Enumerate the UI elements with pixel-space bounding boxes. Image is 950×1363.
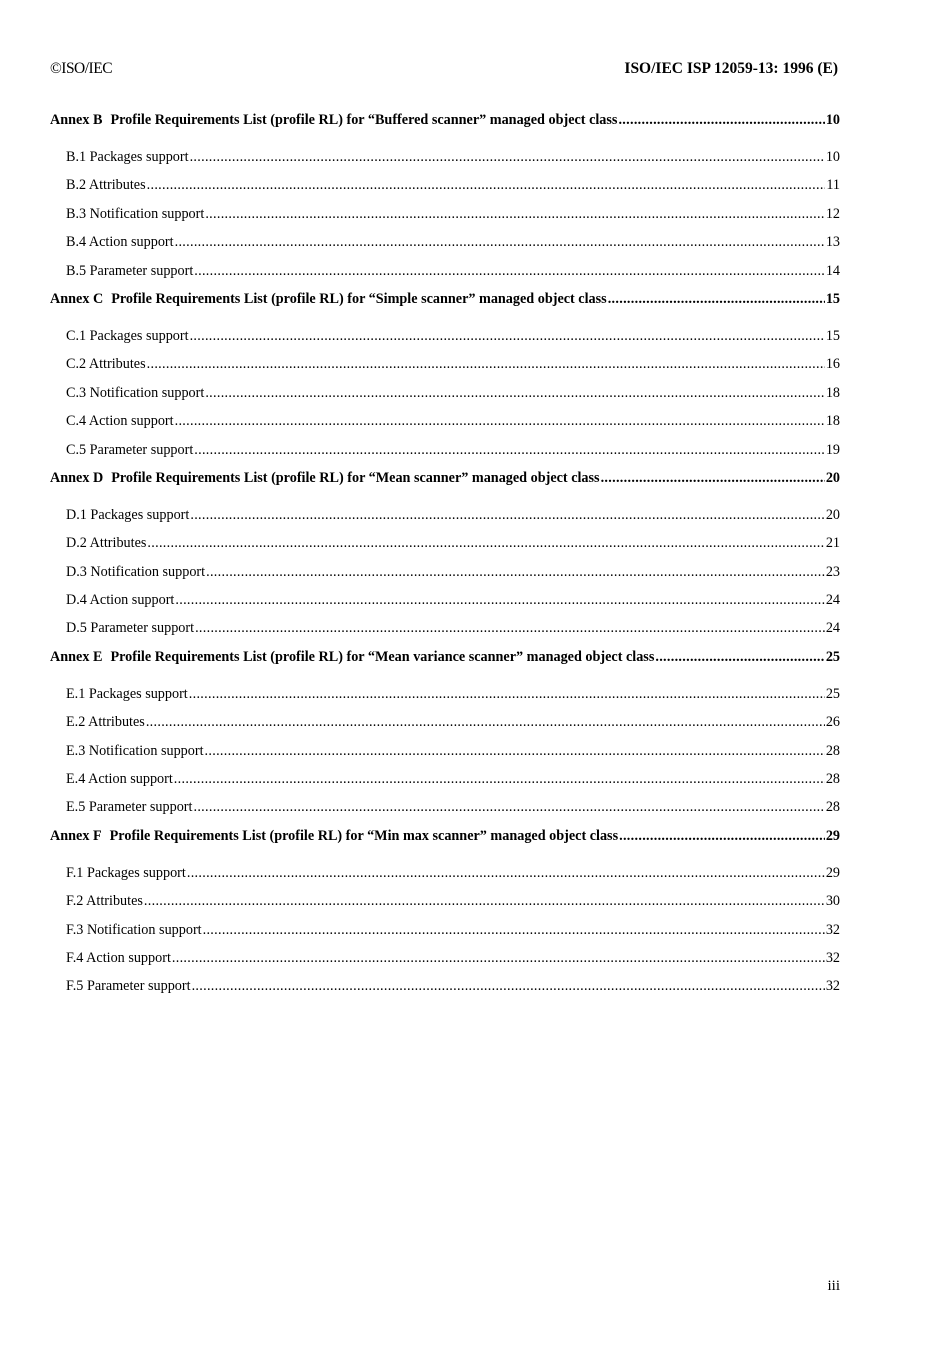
toc-subsection-page: 32 — [825, 949, 840, 966]
toc-subsection-entry[interactable] — [50, 176, 840, 204]
toc-subsection-label: C.3 Notification support — [66, 384, 205, 401]
toc-annex-page: 10 — [825, 112, 840, 128]
toc-subsection-entry[interactable] — [50, 327, 840, 355]
toc-annex-label — [50, 648, 654, 666]
toc-subsection-entry[interactable] — [50, 713, 840, 741]
toc-leader-dots — [190, 148, 825, 166]
toc-subsection-entry[interactable] — [50, 921, 840, 949]
toc-leader-dots — [147, 355, 825, 373]
toc-subsection-page: 32 — [825, 978, 840, 995]
toc-annex-page: 25 — [825, 648, 840, 665]
toc-subsection-page: 20 — [825, 506, 840, 523]
table-of-contents — [50, 111, 840, 1006]
toc-annex-prefix: Annex E — [50, 648, 103, 665]
toc-leader-dots — [147, 534, 824, 552]
toc-subsection-page: 18 — [825, 384, 840, 401]
toc-annex-prefix: Annex D — [50, 469, 104, 486]
toc-annex-prefix: Annex F — [50, 827, 102, 844]
toc-leader-dots — [205, 742, 825, 760]
toc-leader-dots — [205, 384, 824, 402]
toc-subsection-label: D.5 Parameter support — [66, 620, 195, 637]
toc-subsection-label: E.1 Packages support — [66, 685, 188, 702]
page-number: iii — [827, 1278, 840, 1294]
toc-annex-title: Profile Requirements List (profile RL) for “Min max scanner” managed object class — [109, 827, 619, 844]
toc-subsection-label: B.1 Packages support — [66, 149, 189, 165]
toc-leader-dots — [147, 176, 826, 194]
toc-leader-dots — [193, 798, 824, 816]
toc-subsection-label: F.3 Notification support — [66, 921, 202, 938]
toc-leader-dots — [601, 469, 825, 487]
toc-subsection-page: 28 — [825, 771, 840, 788]
toc-leader-dots — [192, 977, 825, 995]
toc-annex-entry[interactable] — [50, 469, 840, 506]
toc-subsection-page: 32 — [825, 921, 840, 938]
toc-subsection-entry[interactable] — [50, 864, 840, 892]
toc-subsection-label: B.5 Parameter support — [66, 262, 194, 279]
toc-leader-dots — [206, 563, 825, 581]
toc-subsection-entry[interactable] — [50, 949, 840, 977]
toc-annex-title: Profile Requirements List (profile RL) for “Simple scanner” managed object class — [111, 290, 607, 307]
toc-annex-title: Profile Requirements List (profile RL) for “Buffered scanner” managed object class — [110, 112, 618, 128]
toc-annex-entry[interactable] — [50, 827, 840, 864]
toc-leader-dots — [144, 892, 825, 910]
toc-leader-dots — [618, 111, 824, 129]
toc-subsection-page: 11 — [826, 177, 840, 194]
toc-subsection-entry[interactable] — [50, 233, 840, 261]
toc-subsection-label: F.5 Parameter support — [66, 978, 191, 995]
toc-subsection-label: C.5 Parameter support — [66, 441, 194, 458]
toc-annex-page: 20 — [825, 469, 840, 486]
toc-leader-dots — [174, 770, 825, 788]
toc-leader-dots — [189, 685, 825, 703]
toc-subsection-label: C.4 Action support — [66, 413, 174, 430]
toc-subsection-label: D.1 Packages support — [66, 506, 190, 523]
toc-subsection-entry[interactable] — [50, 148, 840, 176]
toc-subsection-page: 16 — [825, 356, 840, 373]
toc-subsection-entry[interactable] — [50, 355, 840, 383]
toc-subsection-entry[interactable] — [50, 384, 840, 412]
toc-subsection-label: E.2 Attributes — [66, 714, 145, 731]
toc-annex-page: 29 — [825, 827, 840, 844]
header-copyright: ©ISO/IEC — [50, 60, 113, 77]
toc-leader-dots — [175, 412, 825, 430]
toc-subsection-page: 29 — [825, 864, 840, 881]
toc-leader-dots — [619, 827, 825, 845]
toc-annex-entry[interactable] — [50, 290, 840, 327]
toc-subsection-entry[interactable] — [50, 798, 840, 826]
toc-annex-prefix: Annex B — [50, 112, 103, 128]
toc-subsection-label: E.3 Notification support — [66, 742, 204, 759]
toc-subsection-label: D.2 Attributes — [66, 535, 147, 552]
toc-subsection-page: 28 — [825, 799, 840, 816]
toc-subsection-entry[interactable] — [50, 685, 840, 713]
toc-subsection-page: 10 — [825, 149, 840, 165]
toc-subsection-label: D.4 Action support — [66, 592, 175, 609]
toc-leader-dots — [194, 262, 825, 280]
toc-leader-dots — [172, 949, 825, 967]
toc-subsection-entry[interactable] — [50, 742, 840, 770]
toc-subsection-label: E.5 Parameter support — [66, 799, 193, 816]
toc-subsection-label: C.2 Attributes — [66, 356, 146, 373]
toc-subsection-page: 26 — [825, 714, 840, 731]
toc-subsection-page: 30 — [825, 893, 840, 910]
toc-subsection-entry[interactable] — [50, 619, 840, 647]
toc-subsection-label: F.4 Action support — [66, 949, 171, 966]
toc-subsection-page: 18 — [825, 413, 840, 430]
toc-leader-dots — [146, 713, 825, 731]
toc-leader-dots — [194, 441, 825, 459]
toc-annex-title: Profile Requirements List (profile RL) for “Mean scanner” managed object class — [111, 469, 600, 486]
toc-leader-dots — [205, 205, 824, 223]
toc-annex-prefix: Annex C — [50, 290, 104, 307]
toc-annex-label — [50, 290, 607, 308]
toc-subsection-entry[interactable] — [50, 892, 840, 920]
toc-subsection-entry[interactable] — [50, 262, 840, 290]
toc-leader-dots — [187, 864, 825, 882]
toc-annex-title: Profile Requirements List (profile RL) for “Mean variance scanner” managed object class — [110, 648, 655, 665]
toc-leader-dots — [195, 619, 825, 637]
toc-subsection-page: 13 — [825, 234, 840, 251]
toc-leader-dots — [190, 327, 825, 345]
toc-leader-dots — [190, 506, 824, 524]
toc-subsection-entry[interactable] — [50, 205, 840, 233]
toc-annex-entry[interactable] — [50, 648, 840, 685]
toc-subsection-page: 12 — [825, 205, 840, 222]
toc-annex-label — [50, 111, 617, 129]
toc-subsection-entry[interactable] — [50, 770, 840, 798]
toc-leader-dots — [175, 233, 825, 251]
toc-subsection-page: 24 — [825, 592, 840, 609]
toc-subsection-entry[interactable] — [50, 412, 840, 440]
toc-leader-dots — [175, 591, 824, 609]
toc-subsection-label: D.3 Notification support — [66, 563, 206, 580]
toc-subsection-page: 28 — [825, 742, 840, 759]
toc-annex-entry[interactable] — [50, 111, 840, 148]
toc-subsection-label: B.3 Notification support — [66, 205, 205, 222]
toc-subsection-page: 24 — [825, 620, 840, 637]
toc-subsection-page: 15 — [825, 327, 840, 344]
toc-subsection-entry[interactable] — [50, 977, 840, 1005]
toc-leader-dots — [203, 921, 825, 939]
toc-annex-label — [50, 827, 618, 845]
toc-subsection-label: E.4 Action support — [66, 771, 173, 788]
toc-subsection-entry[interactable] — [50, 591, 840, 619]
toc-leader-dots — [655, 648, 824, 666]
toc-subsection-entry[interactable] — [50, 441, 840, 469]
toc-subsection-entry[interactable] — [50, 563, 840, 591]
toc-subsection-label: F.2 Attributes — [66, 893, 143, 910]
toc-subsection-page: 19 — [825, 441, 840, 458]
toc-subsection-label: B.2 Attributes — [66, 177, 146, 194]
toc-subsection-entry[interactable] — [50, 534, 840, 562]
toc-subsection-label: C.1 Packages support — [66, 327, 189, 344]
toc-annex-page: 15 — [825, 290, 840, 307]
toc-subsection-page: 23 — [825, 563, 840, 580]
toc-subsection-page: 14 — [825, 262, 840, 279]
toc-leader-dots — [608, 290, 825, 308]
toc-subsection-page: 21 — [825, 535, 840, 552]
toc-subsection-label: B.4 Action support — [66, 234, 174, 251]
toc-subsection-label: F.1 Packages support — [66, 864, 186, 881]
toc-subsection-page: 25 — [825, 685, 840, 702]
toc-subsection-entry[interactable] — [50, 506, 840, 534]
header-document-id: ISO/IEC ISP 12059-13: 1996 (E) — [624, 60, 838, 77]
toc-annex-label — [50, 469, 600, 487]
